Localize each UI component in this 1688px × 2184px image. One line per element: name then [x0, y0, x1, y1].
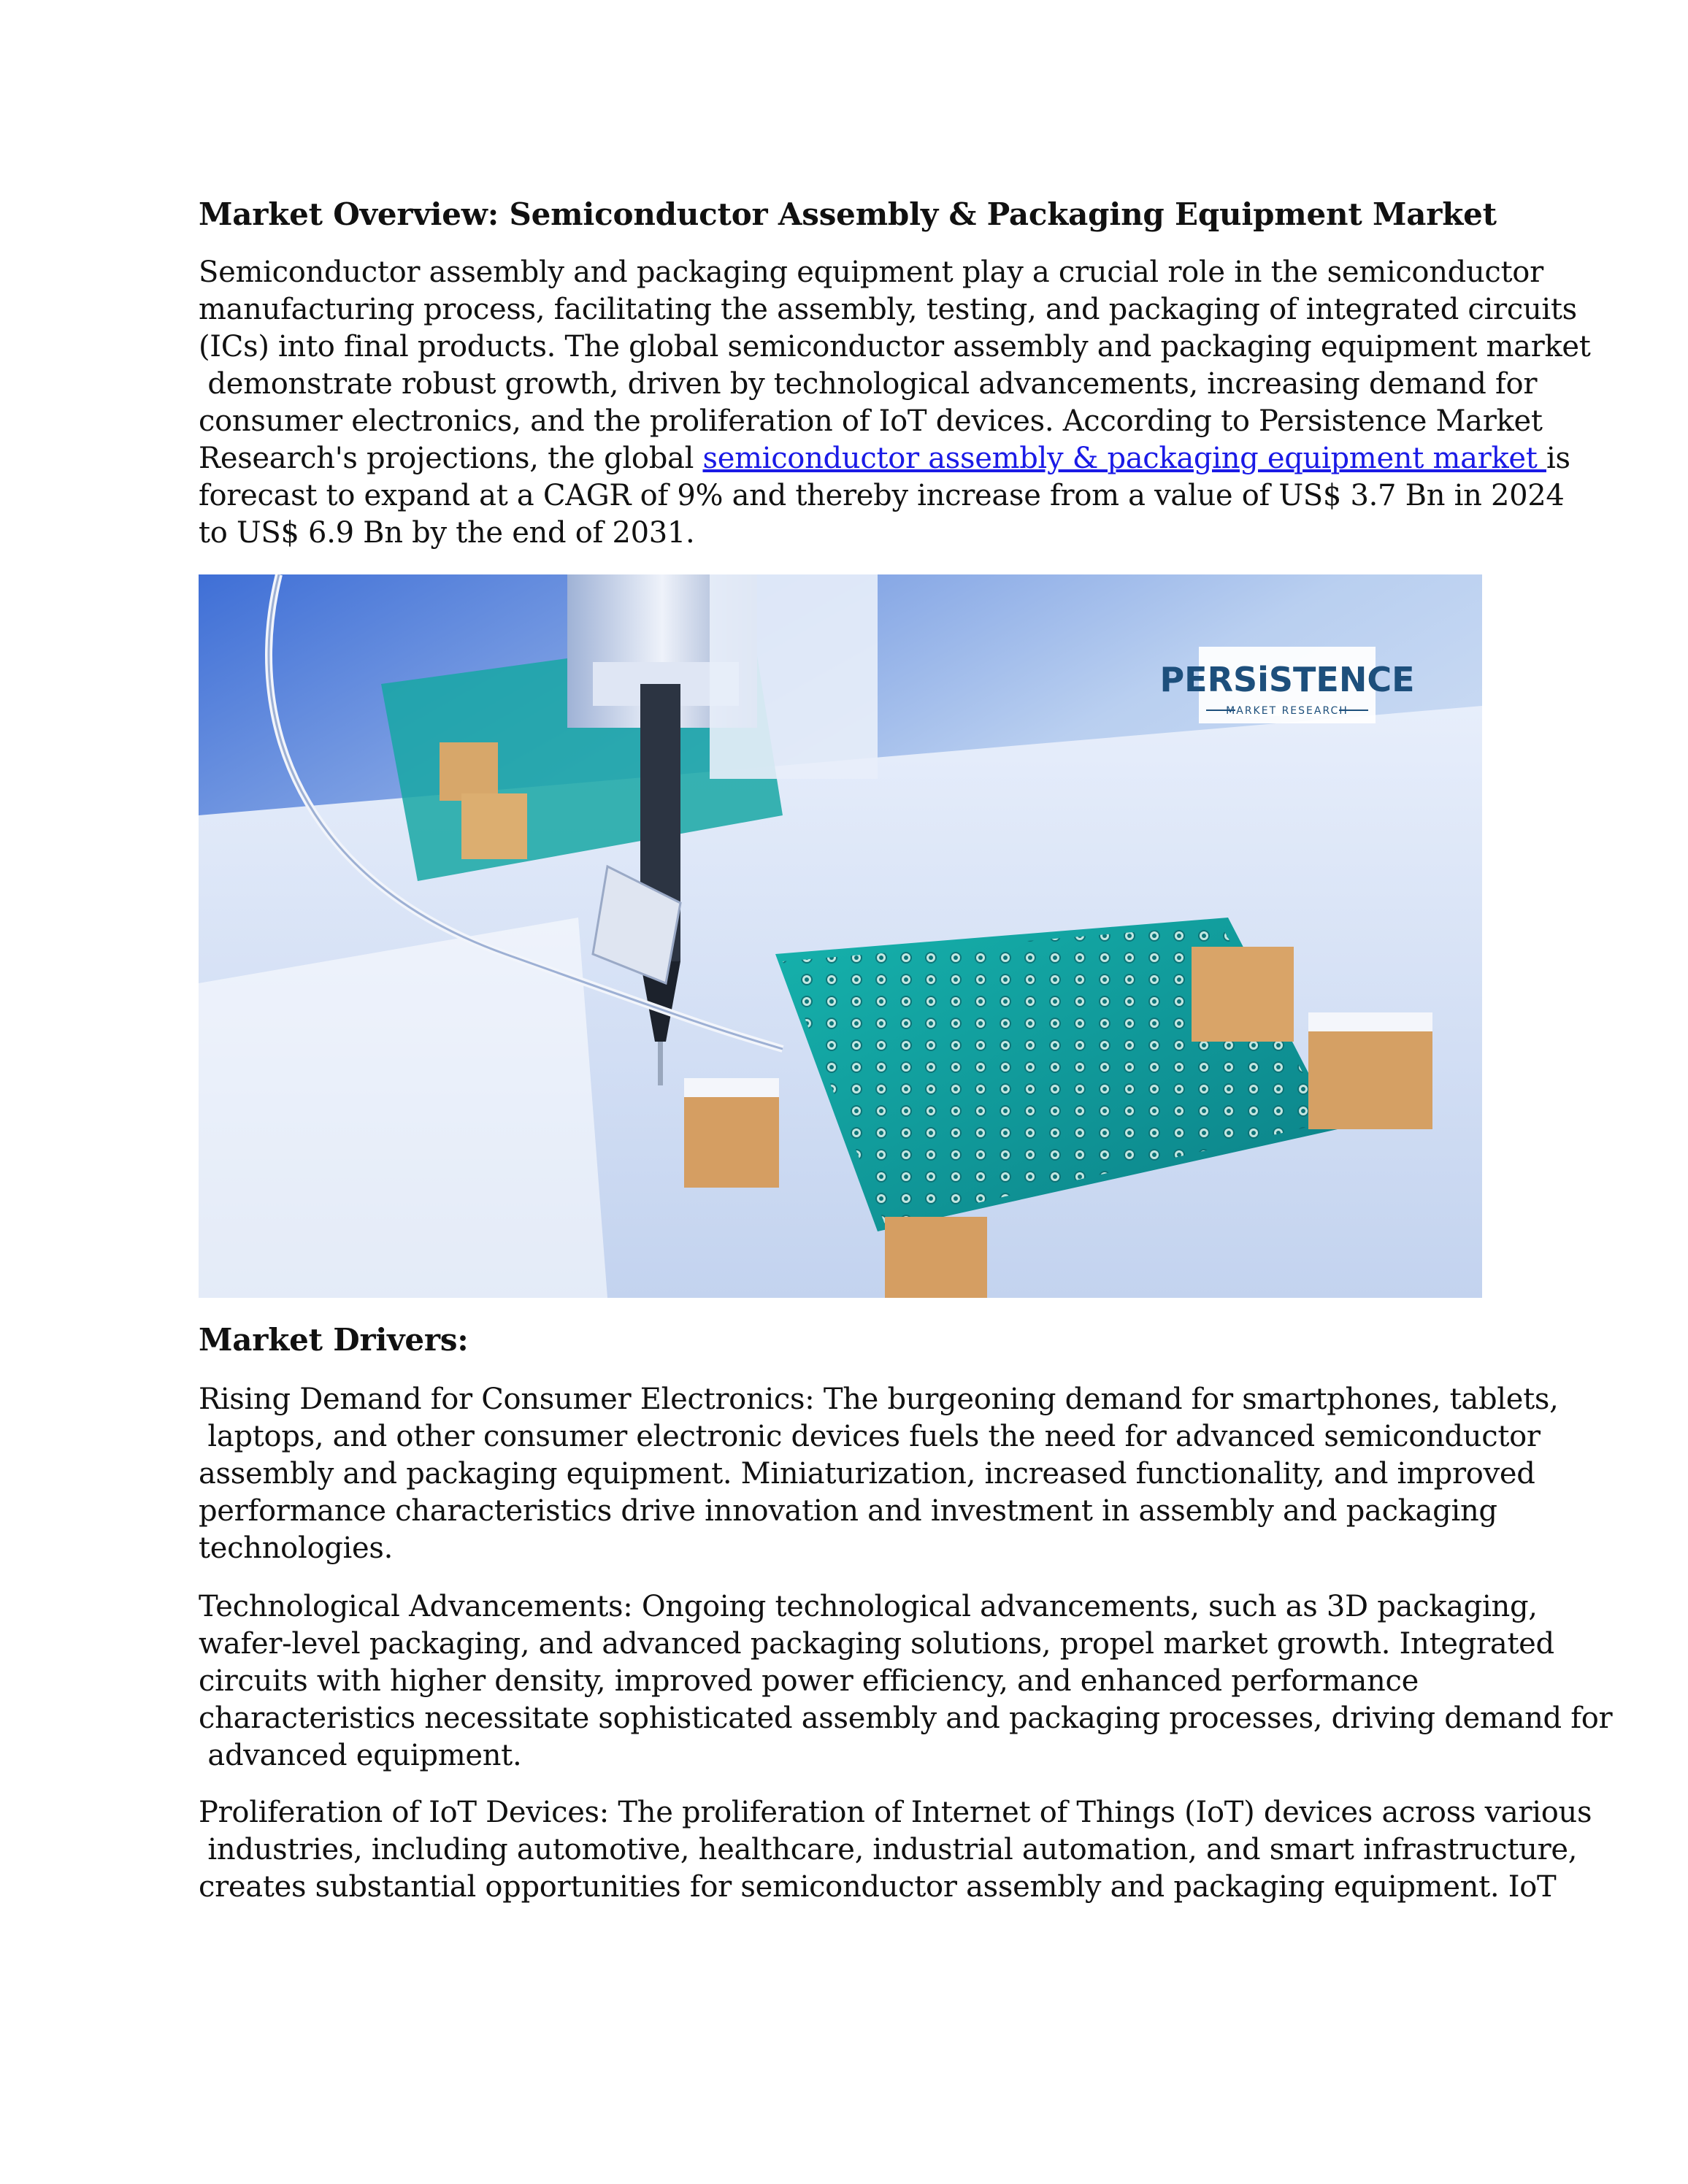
driver-paragraph-technological-advancements — [199, 1588, 1613, 1774]
driver-paragraph-iot-devices — [199, 1794, 1592, 1906]
intro-line: Semiconductor assembly and packaging equipment play a crucial role in the semiconductor — [199, 255, 1543, 289]
market-report-link[interactable]: semiconductor assembly & packaging equipment market — [702, 442, 1546, 475]
intro-line: (ICs) into final products. The global semiconductor assembly and packaging equipment market — [199, 330, 1591, 364]
back-clamp — [440, 742, 498, 801]
intro-line: manufacturing process, facilitating the assembly, testing, and packaging of integrated circuits — [199, 293, 1577, 326]
driver-line: industries, including automotive, healthcare, industrial automation, and smart infrastructure, — [199, 1833, 1578, 1866]
logo-wordmark: PERSiSTENCE — [1159, 660, 1415, 699]
intro-line: consumer electronics, and the proliferation of IoT devices. According to Persistence Market — [199, 404, 1543, 438]
driver-line: laptops, and other consumer electronic devices fuels the need for advanced semiconductor — [199, 1420, 1541, 1453]
driver-line: creates substantial opportunities for semiconductor assembly and packaging equipment. IoT — [199, 1870, 1557, 1904]
driver-line: advanced equipment. — [199, 1739, 522, 1772]
driver-line: wafer-level packaging, and advanced packaging solutions, propel market growth. Integrated — [199, 1627, 1554, 1661]
right-clamp — [1192, 947, 1294, 1042]
driver-line: characteristics necessitate sophisticated assembly and packaging processes, driving demand for — [199, 1702, 1613, 1735]
driver-line: Rising Demand for Consumer Electronics: The burgeoning demand for smartphones, tablets, — [199, 1383, 1559, 1416]
intro-link-line — [199, 440, 1570, 477]
driver-line: performance characteristics drive innovation and investment in assembly and packaging — [199, 1494, 1497, 1528]
intro-line: to US$ 6.9 Bn by the end of 2031. — [199, 516, 695, 550]
logo-tagline: MARKET RESEARCH — [1226, 705, 1349, 717]
intro-line: demonstrate robust growth, driven by technological advancements, increasing demand for — [199, 367, 1538, 401]
link-suffix-text: is — [1546, 442, 1570, 475]
intro-paragraph — [199, 254, 1591, 552]
driver-line: assembly and packaging equipment. Miniaturization, increased functionality, and improved — [199, 1457, 1535, 1491]
dispense-needle-tip — [658, 1042, 663, 1085]
drivers-heading: Market Drivers: — [199, 1322, 469, 1358]
intro-line: forecast to expand at a CAGR of 9% and thereby increase from a value of US$ 3.7 Bn in 2024 — [199, 479, 1565, 512]
hero-image — [199, 574, 1482, 1298]
driver-paragraph-consumer-electronics — [199, 1381, 1559, 1567]
driver-line: Technological Advancements: Ongoing technological advancements, such as 3D packaging, — [199, 1590, 1538, 1623]
pcb-assembly-illustration — [199, 574, 1482, 1298]
driver-line: technologies. — [199, 1531, 394, 1565]
page-title: Market Overview: Semiconductor Assembly & Packaging Equipment Market — [199, 196, 1497, 232]
driver-line: Proliferation of IoT Devices: The proliferation of Internet of Things (IoT) devices across various — [199, 1796, 1592, 1829]
driver-line: circuits with higher density, improved power efficiency, and enhanced performance — [199, 1664, 1419, 1698]
link-prefix-text: Research's projections, the global — [199, 442, 703, 475]
